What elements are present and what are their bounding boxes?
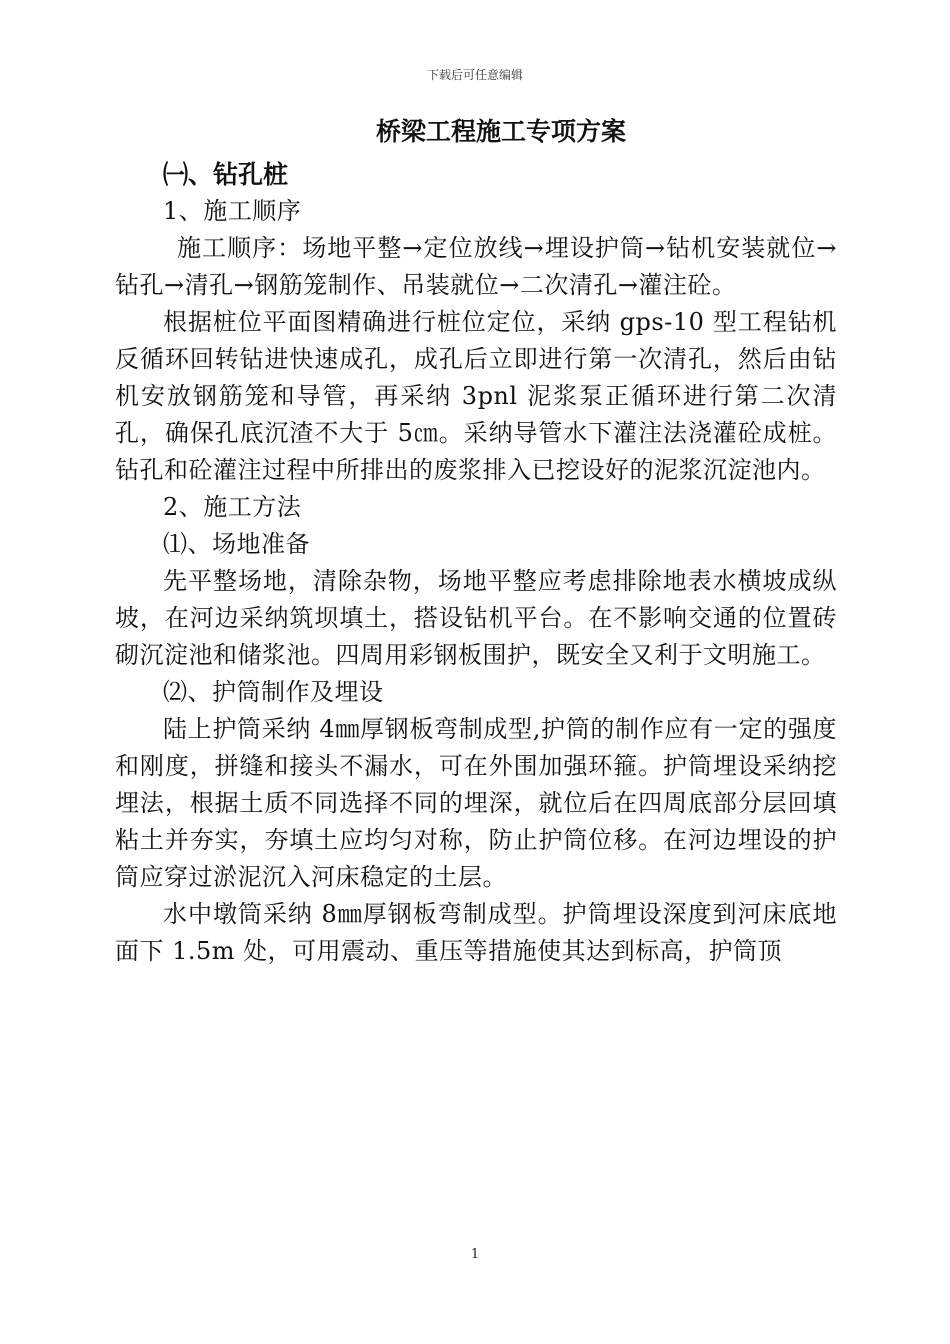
subheading-construction-sequence: 1、施工顺序 — [163, 197, 302, 225]
subheading-site-preparation: ⑴、场地准备 — [163, 530, 310, 558]
header-note: 下载后可任意编辑 — [426, 68, 523, 82]
paragraph-construction-sequence: 施工顺序：场地平整→定位放线→埋设护筒→钻机安装就位→钻孔→清孔→钢筋笼制作、吊装就位→二次清孔→灌注砼。 — [115, 234, 837, 299]
paragraph-pile-positioning: 根据桩位平面图精确进行桩位定位，采纳 gps-10 型工程钻机反循环回转钻进快速成孔，成孔后立即进行第一次清孔，然后由钻机安放钢筋笼和导管，再采纳 3pnl 泥浆泵正循环进行第二次清孔，确保孔底沉渣不大于 5㎝。采纳导管水下灌注法浇灌砼成桩。钻孔和砼灌注过程中所排出的废浆排入已挖设好的泥浆沉淀池内。 — [115, 308, 837, 484]
subheading-casing: ⑵、护筒制作及埋设 — [163, 678, 384, 706]
document-body — [115, 156, 837, 970]
subheading-construction-method: 2、施工方法 — [163, 493, 302, 521]
paragraph-water-casing: 水中墩筒采纳 8㎜厚钢板弯制成型。护筒埋设深度到河床底地面下 1.5m 处，可用震动、重压等措施使其达到标高，护筒顶 — [115, 900, 837, 965]
paragraph-site-preparation: 先平整场地，清除杂物，场地平整应考虑排除地表水横坡成纵坡，在河边采纳筑坝填土，搭设钻机平台。在不影响交通的位置砖砌沉淀池和储浆池。四周用彩钢板围护，既安全又利于文明施工。 — [115, 567, 837, 669]
page-number: 1 — [470, 1247, 480, 1262]
document-title: 桥梁工程施工专项方案 — [375, 117, 626, 146]
section-heading-drilled-piles: ㈠、钻孔桩 — [163, 160, 289, 189]
paragraph-land-casing: 陆上护筒采纳 4㎜厚钢板弯制成型,护筒的制作应有一定的强度和刚度，拼缝和接头不漏水，可在外围加强环箍。护筒埋设采纳挖埋法，根据土质不同选择不同的埋深，就位后在四周底部分层回填粘土并夯实，夯填土应均匀对称，防止护筒位移。在河边埋设的护筒应穿过淤泥沉入河床稳定的土层。 — [115, 715, 837, 891]
